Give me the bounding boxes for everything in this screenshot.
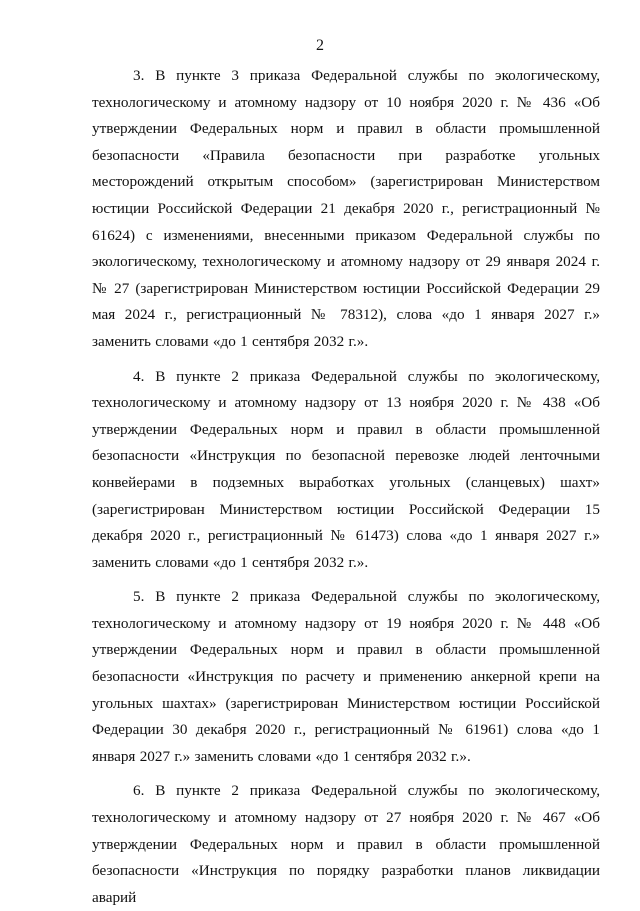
paragraph-item-3: 3. В пункте 3 приказа Федеральной службы по экологическому, технологическому и атомному надзору от 10 ноября 2020 г. № 436 «Об утверждении Федеральных норм и правил в области промышленной безопасности «Правила безопасности при разработке угольных месторождений открытым способом» (зарегистрирован Министерством юстиции Российской Федерации 21 декабря 2020 г., регистрационный № 61624) с изменениями, внесенными приказом Федеральной службы по экологическому, технологическому и атомному надзору от 29 января 2024 г. № 27 (зарегистрирован Министерством юстиции Российской Федерации 29 мая 2024 г., регистрационный № 78312), слова «до 1 января 2027 г.» заменить словами «до 1 сентября 2032 г.». (92, 67, 600, 350)
paragraph-item-5: 5. В пункте 2 приказа Федеральной службы по экологическому, технологическому и атомному надзору от 19 ноября 2020 г. № 448 «Об утверждении Федеральных норм и правил в области промышленной безопасности «Инструкция по расчету и применению анкерной крепи на угольных шахтах» (зарегистрирован Министерством юстиции Российской Федерации 30 декабря 2020 г., регистрационный № 61961) слова «до 1 января 2027 г.» заменить словами «до 1 сентября 2032 г.». (92, 588, 600, 765)
document-body (92, 63, 600, 911)
paragraph-item-4: 4. В пункте 2 приказа Федеральной службы по экологическому, технологическому и атомному надзору от 13 ноября 2020 г. № 438 «Об утверждении Федеральных норм и правил в области промышленной безопасности «Инструкция по безопасной перевозке людей ленточными конвейерами в подземных выработках угольных (сланцевых) шахт» (зарегистрирован Министерством юстиции Российской Федерации 15 декабря 2020 г., регистрационный № 61473) слова «до 1 января 2027 г.» заменить словами «до 1 сентября 2032 г.». (92, 367, 600, 571)
paragraph-item-6: 6. В пункте 2 приказа Федеральной службы по экологическому, технологическому и атомному надзору от 27 ноября 2020 г. № 467 «Об утверждении Федеральных норм и правил в области промышленной безопасности «Инструкция по порядку разработки планов ликвидации аварий (92, 782, 600, 906)
page-number: 2 (316, 37, 324, 54)
